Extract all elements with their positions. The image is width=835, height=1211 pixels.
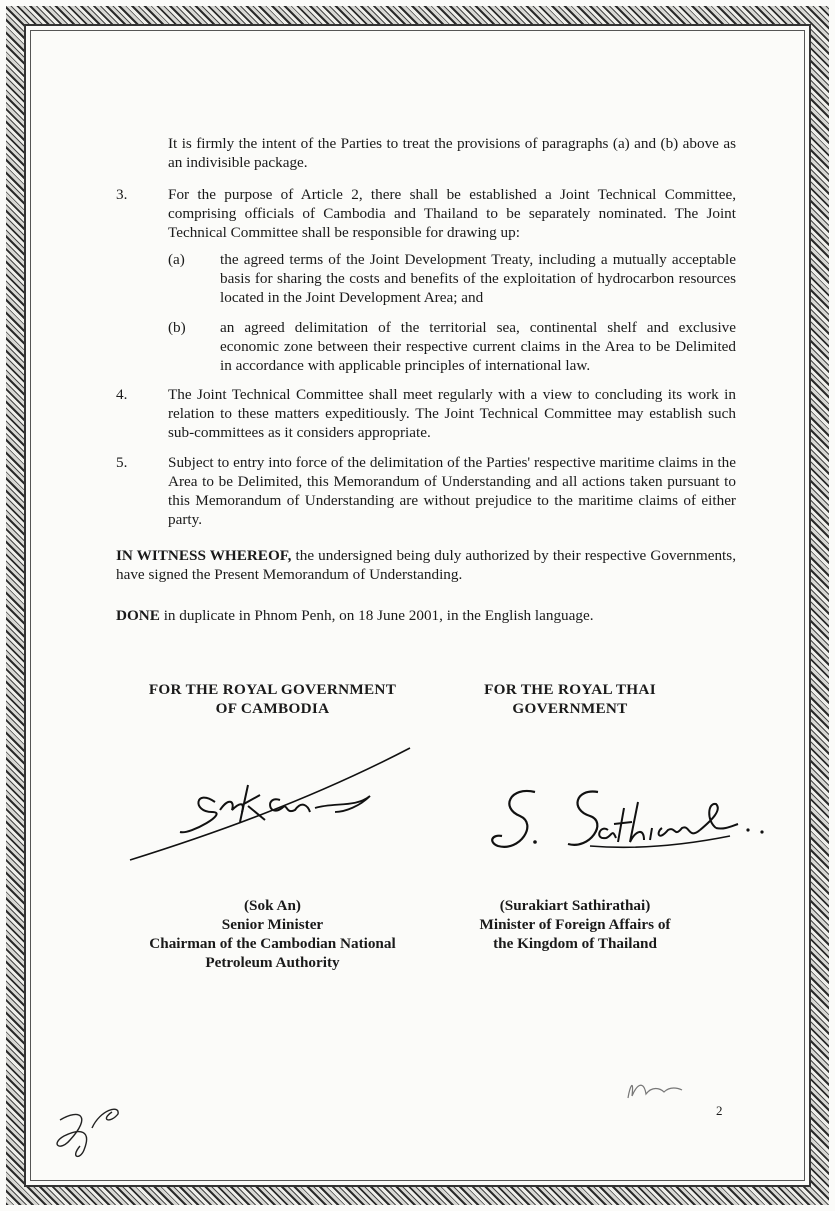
signatory-name: (Surakiart Sathirathai) <box>499 897 651 914</box>
heading-line: FOR THE ROYAL GOVERNMENT <box>148 681 397 698</box>
subitem-label: (b) <box>168 319 186 336</box>
done-text: in duplicate in Phnom Penh, on 18 June 2001, in the English language. <box>159 607 594 624</box>
sok-an-signature <box>120 740 420 870</box>
subitem-paragraph: an agreed delimitation of the territorial sea, continental shelf and exclusive economic zone between their respective current claims in the Area to be Delimited in accordance with applicable principles of international law. <box>220 319 736 374</box>
signatory-title: Minister of Foreign Affairs of <box>479 916 671 933</box>
item-paragraph: Subject to entry into force of the delimitation of the Parties' respective maritime claims in the Area to be Delimited, this Memorandum of Understanding and all actions taken pursuant to this Memorandum of Understanding are without prejudice to the maritime claims of either party. <box>168 454 736 528</box>
witness-lead: IN WITNESS WHEREOF, <box>116 547 292 564</box>
done-lead: DONE <box>116 607 160 624</box>
done-paragraph <box>116 606 736 625</box>
page-number: 2 <box>716 1103 723 1118</box>
heading-line: OF CAMBODIA <box>215 700 330 717</box>
item-paragraph: For the purpose of Article 2, there shall be established a Joint Technical Committee, comprising officials of Cambodia and Thailand to be separately nominated. The Joint Technical Committee shall be responsible for drawing up: <box>168 186 736 241</box>
signatory-title: the Kingdom of Thailand <box>493 935 657 952</box>
signatory-name: (Sok An) <box>244 897 301 914</box>
item-number: 3. <box>116 186 128 203</box>
heading-line: GOVERNMENT <box>512 700 628 717</box>
sathirathai-signature <box>480 780 780 870</box>
witness-text: the undersigned being duly authorized by their respective Governments, have signed the Present Memorandum of Understanding. <box>116 547 736 583</box>
heading-line: FOR THE ROYAL THAI <box>484 681 656 698</box>
witness-paragraph <box>116 546 736 584</box>
item-number: 5. <box>116 454 128 471</box>
left-signatory-heading <box>120 680 425 718</box>
item-number: 4. <box>116 386 128 403</box>
item-paragraph: The Joint Technical Committee shall meet regularly with a view to concluding its work in relation to these matters expeditiously. The Joint Technical Committee may establish such sub-committees as it considers appropriate. <box>168 386 736 441</box>
signatory-title: Petroleum Authority <box>205 954 340 971</box>
left-signatory-details <box>120 896 425 972</box>
initials-mark-right <box>620 1068 690 1108</box>
signatory-title: Chairman of the Cambodian National <box>149 935 396 952</box>
signatory-title: Senior Minister <box>221 916 324 933</box>
right-signatory-details <box>465 896 685 953</box>
intro-paragraph: It is firmly the intent of the Parties to treat the provisions of paragraphs (a) and (b) above as an indivisible package. <box>168 135 736 171</box>
initials-mark-left <box>40 1100 140 1170</box>
subitem-label: (a) <box>168 251 185 268</box>
subitem-paragraph: the agreed terms of the Joint Development Treaty, including a mutually acceptable basis for sharing the costs and benefits of the exploitation of hydrocarbon resources located in the Joint Development Area; and <box>220 251 736 306</box>
right-signatory-heading <box>465 680 675 718</box>
